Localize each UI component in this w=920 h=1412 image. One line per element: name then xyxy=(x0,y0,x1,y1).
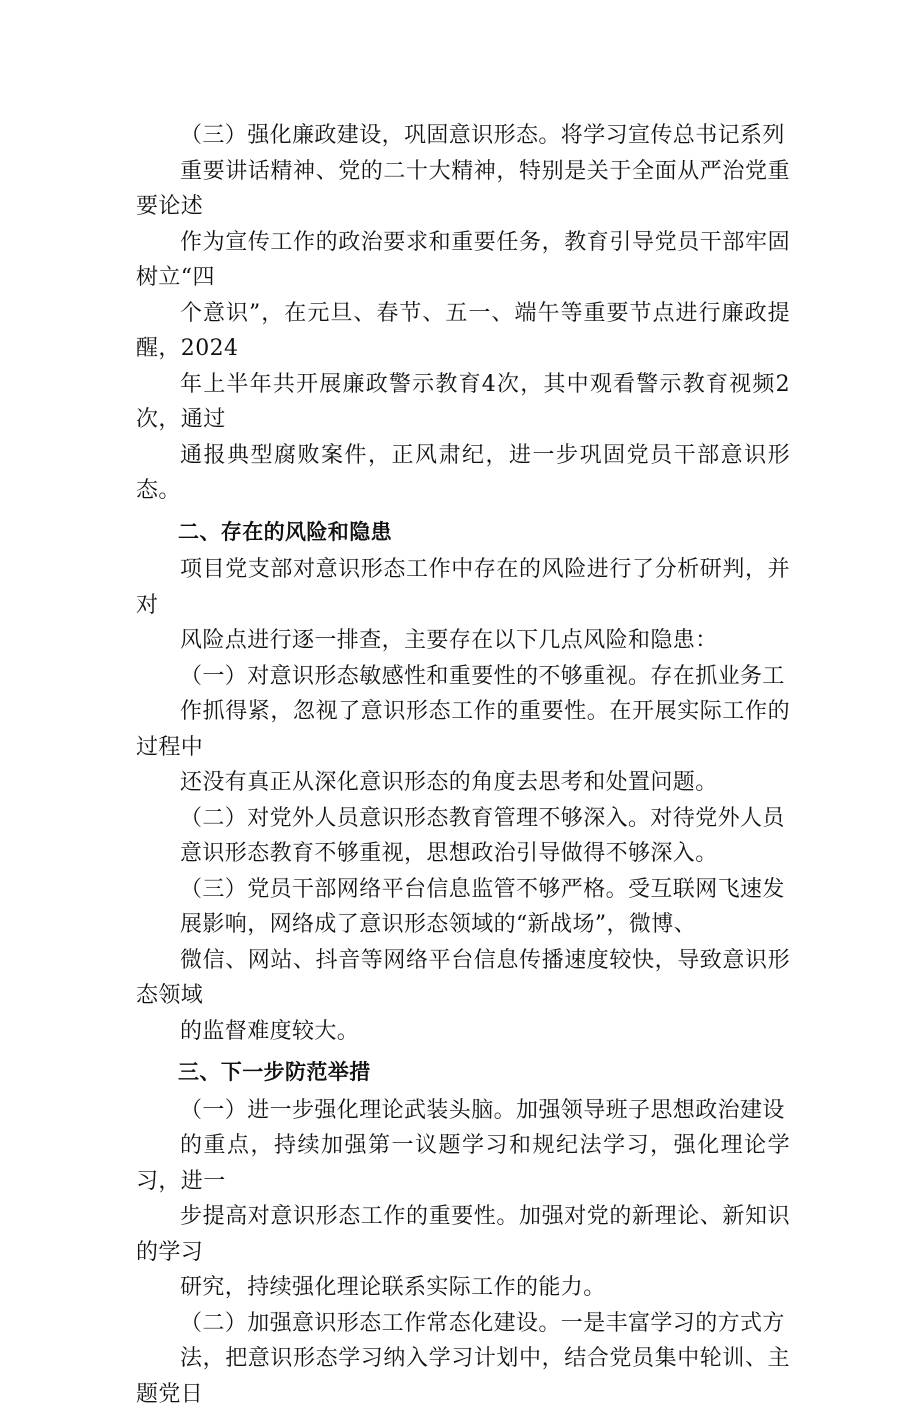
text-line: 作抓得紧，忽视了意识形态工作的重要性。在开展实际工作的过程中 xyxy=(136,694,790,765)
text-line: 法，把意识形态学习纳入学习计划中，结合党员集中轮训、主题党日 xyxy=(136,1341,790,1412)
text-line: 微信、网站、抖音等网络平台信息传播速度较快，导致意识形态领域 xyxy=(136,943,790,1014)
text-line: （一）对意识形态敏感性和重要性的不够重视。存在抓业务工 xyxy=(136,659,790,695)
paragraph-strengthen-integrity xyxy=(136,118,790,509)
text-line: 作为宣传工作的政治要求和重要任务，教育引导党员干部牢固树立“四 xyxy=(136,225,790,296)
text-line: 项目党支部对意识形态工作中存在的风险进行了分析研判，并对 xyxy=(136,552,790,623)
text-line: （二）对党外人员意识形态教育管理不够深入。对待党外人员 xyxy=(136,801,790,837)
text-line: （三）党员干部网络平台信息监管不够严格。受互联网飞速发 xyxy=(136,872,790,908)
text-line: （二）加强意识形态工作常态化建设。一是丰富学习的方式方 xyxy=(136,1306,790,1342)
paragraph-risk-intro xyxy=(136,552,790,659)
text-line: 步提高对意识形态工作的重要性。加强对党的新理论、新知识的学习 xyxy=(136,1199,790,1270)
text-line: 还没有真正从深化意识形态的角度去思考和处置问题。 xyxy=(136,765,790,801)
paragraph-risk-3 xyxy=(136,872,790,1050)
text-line: 的重点，持续加强第一议题学习和规纪法学习，强化理论学习，进一 xyxy=(136,1128,790,1199)
text-line: 意识形态教育不够重视，思想政治引导做得不够深入。 xyxy=(136,836,790,872)
paragraph-risk-2 xyxy=(136,801,790,872)
text-line: （三）强化廉政建设，巩固意识形态。将学习宣传总书记系列 xyxy=(136,118,790,154)
text-line: 风险点进行逐一排查，主要存在以下几点风险和隐患： xyxy=(136,623,790,659)
paragraph-measure-2 xyxy=(136,1306,790,1412)
text-line: 的监督难度较大。 xyxy=(136,1014,790,1050)
paragraph-measure-1 xyxy=(136,1093,790,1306)
section-heading-next-steps: 三、下一步防范举措 xyxy=(136,1055,790,1091)
text-line: （一）进一步强化理论武装头脑。加强领导班子思想政治建设 xyxy=(136,1093,790,1129)
text-line: 通报典型腐败案件，正风肃纪，进一步巩固党员干部意识形态。 xyxy=(136,438,790,509)
document-body xyxy=(136,118,790,1412)
text-line: 年上半年共开展廉政警示教育4次，其中观看警示教育视频2次，通过 xyxy=(136,367,790,438)
paragraph-risk-1 xyxy=(136,659,790,801)
text-line: 研究，持续强化理论联系实际工作的能力。 xyxy=(136,1270,790,1306)
section-heading-risks: 二、存在的风险和隐患 xyxy=(136,515,790,551)
text-line: 重要讲话精神、党的二十大精神，特别是关于全面从严治党重要论述 xyxy=(136,154,790,225)
text-line: 展影响，网络成了意识形态领域的“新战场”，微博、 xyxy=(136,907,790,943)
text-line: 个意识”，在元旦、春节、五一、端午等重要节点进行廉政提醒，2024 xyxy=(136,296,790,367)
